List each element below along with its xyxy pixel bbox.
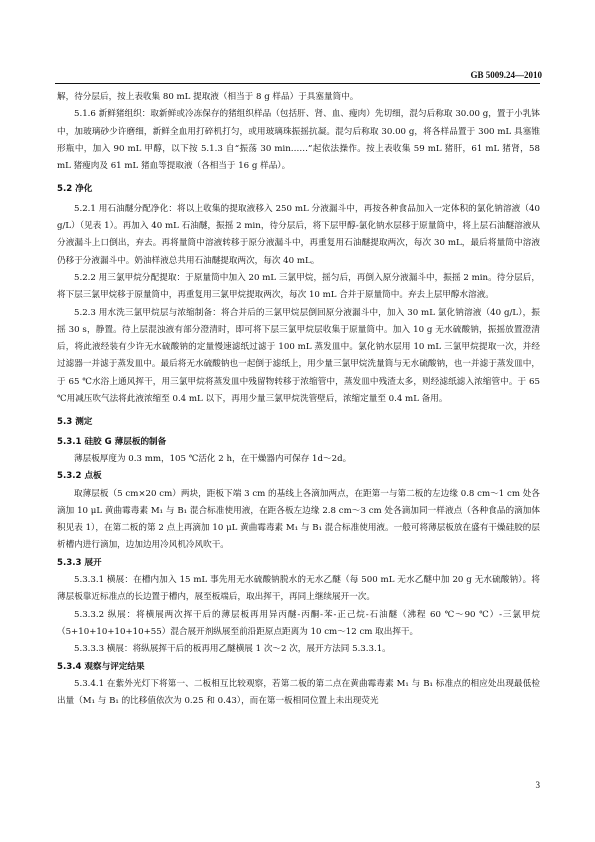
paragraph-5-3-2: 取薄层板（5 cm×20 cm）两块，距板下端 3 cm 的基线上各滴加两点，在距第一与第二板的左边缘 0.8 cm～1 cm 处各滴加 10 μL 黄曲霉毒素 M₁ 与 B₁ 混合标准使用液，在距各板左边缘 2.8 cm～3 cm 处各滴加同一样液点（各种食品的滴加体积见表 1），在第二板的第 2 点上再滴加 10 μL 黄曲霉毒素 M₁ 与 B₁ 混合标准使用液。一般可将薄层板放在盛有干燥硅胶的层析槽内进行滴加，边加边用冷风机冷风吹干。 [57,488,540,551]
header-rule [55,83,540,84]
section-heading-5-2: 5.2 净化 [57,184,93,195]
document-body [57,89,540,710]
section-heading-5-3-4: 5.3.4 观察与评定结果 [57,661,145,672]
paragraph-5-3-4-1: 5.3.4.1 在紫外光灯下将第一、二板相互比较观察，若第二板的第二点在黄曲霉毒素 M₁ 与 B₁ 标准点的相应处出现最低检出量（M₁ 与 B₁ 的比移值依次为 0.25 和 0.43），而在第一板相同位置上未出现荧光 [57,678,540,707]
page-header: GB 5009.24—2010 [470,70,542,80]
paragraph-5-2-3: 5.2.3 用水洗三氯甲烷层与浓缩制备：将合并后的三氯甲烷层倒回原分液漏斗中，加入 30 mL 氯化钠溶液（40 g/L），振摇 30 s，静置。待上层混浊液有部分澄清时，即可将下层三氯甲烷层收集于原量筒中。加入 10 g 无水硫酸钠，振摇放置澄清后，将此液经装有少许无水硫酸钠的定量慢速滤纸过滤于 100 mL 蒸发皿中。氯化钠水层用 10 mL 三氯甲烷提取一次，并经过滤器一并滤于蒸发皿中。最后将无水硫酸钠也一起倒于滤纸上，用少量三氯甲烷洗量筒与无水硫酸钠，也一并滤于蒸发皿中，于 65 ℃水浴上通风挥干，用三氯甲烷将蒸发皿中残留物转移于浓缩管中，蒸发皿中残渣太多，则经滤纸滤入浓缩管中。于 65 ℃用减压吹气法将此液浓缩至 0.4 mL 以下，再用少量三氯甲烷洗管壁后，浓缩定量至 0.4 mL 备用。 [57,307,540,405]
paragraph-5-2-1: 5.2.1 用石油醚分配净化：将以上收集的提取液移入 250 mL 分液漏斗中，再按各种食品加入一定体积的氯化钠溶液（40 g/L）（见表 1）。再加入 40 mL 石油醚，振摇 2 min，待分层后，将下层甲醇-氯化钠水层移于原量筒中，将上层石油醚溶液从分液漏斗上口倒出，弃去。再将量筒中溶液转移于原分液漏斗中，再重复用石油醚提取两次，每次 30 mL，最后将量筒中溶液仍移于分液漏斗中。奶油样液总共用石油醚提取两次，每次 40 mL。 [57,203,540,266]
paragraph-5-2-2: 5.2.2 用三氯甲烷分配提取：于原量筒中加入 20 mL 三氯甲烷，摇匀后，再倒入原分液漏斗中，振摇 2 min。待分层后，将下层三氯甲烷移于原量筒中，再重复用三氯甲烷提取两次，每次 10 mL 合并于原量筒中。弃去上层甲醇水溶液。 [57,272,540,301]
paragraph-5-3-3-1: 5.3.3.1 横展：在槽内加入 15 mL 事先用无水硫酸钠脱水的无水乙醚（每 500 mL 无水乙醚中加 20 g 无水硫酸钠）。将薄层板靠近标准点的长边置于槽内，展至板端后，取出挥干，再同上继续展开一次。 [57,575,540,603]
paragraph-5-3-1: 薄层板厚度为 0.3 mm，105 ℃活化 2 h，在干燥器内可保存 1d～2d。 [74,453,352,464]
section-heading-5-3: 5.3 测定 [57,417,93,428]
section-heading-5-3-3: 5.3.3 展开 [57,557,102,568]
page-number: 3 [535,780,540,790]
paragraph-5-1-6: 5.1.6 新鲜猪组织：取新鲜或冷冻保存的猪组织样品（包括肝、肾、血、瘦肉）先切细，混匀后称取 30.00 g，置于小乳钵中，加玻璃砂少许磨细，新鲜全血用打碎机打匀，或用玻璃珠振摇抗凝。混匀后称取 30.00 g，将各样品置于 300 mL 具塞锥形瓶中，加入 90 mL 甲醇，以下按 5.1.3 自“振荡 30 min……”起依法操作。按上表收集 59 mL 猪肝，61 mL 猪肾，58 mL 猪瘦肉及 61 mL 猪血等提取液（各相当于 16 g 样品）。 [57,109,540,172]
section-heading-5-3-1: 5.3.1 硅胶 G 薄层板的制备 [57,436,167,447]
paragraph-continued: 解，待分层后，按上表收集 80 mL 提取液（相当于 8 g 样品）于具塞量筒中。 [57,92,359,102]
paragraph-5-3-3-3: 5.3.3.3 横展：将纵展挥干后的板再用乙醚横展 1 次～2 次，展开方法同 5.3.3.1。 [74,644,391,655]
paragraph-5-3-3-2: 5.3.3.2 纵展：将横展两次挥干后的薄层板再用异丙醚-丙酮-苯-正己烷-石油醚（沸程 60 ℃～90 ℃）-三氯甲烷（5+10+10+10+10+55）混合展开剂纵展至前沿距原点距离为 10 cm～12 cm 取出挥干。 [57,609,540,637]
section-heading-5-3-2: 5.3.2 点板 [57,471,102,482]
